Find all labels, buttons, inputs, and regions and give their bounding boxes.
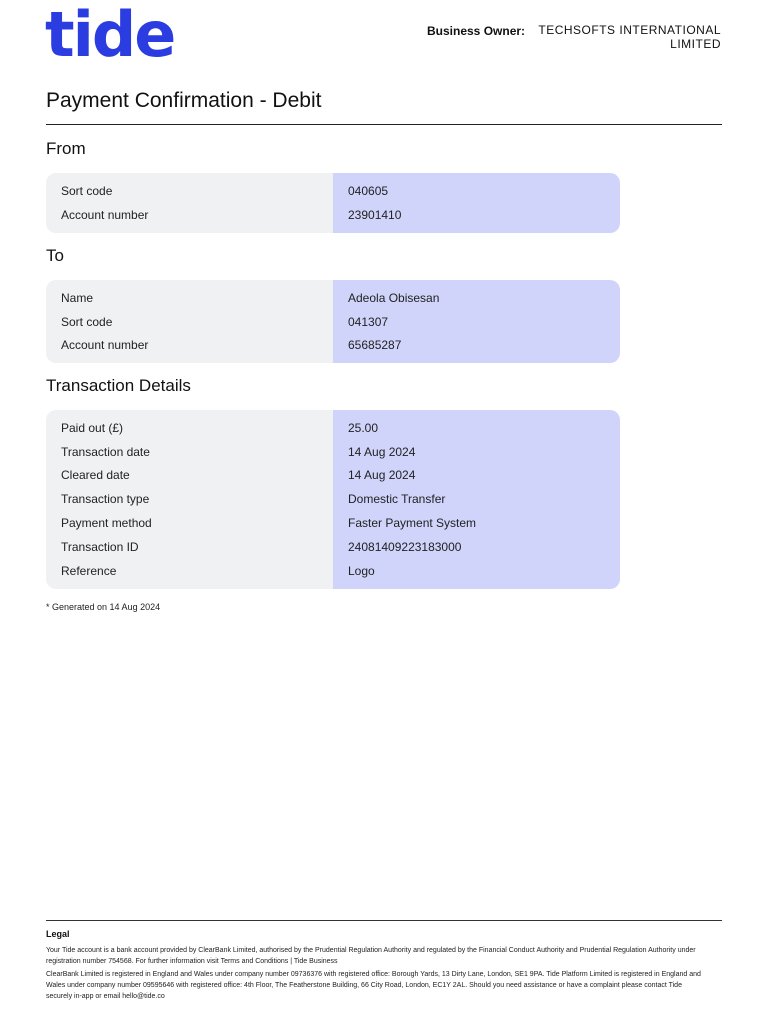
field-value: 24081409223183000 (348, 539, 462, 554)
field-label: Transaction ID (61, 539, 139, 554)
field-value: Logo (348, 563, 375, 578)
field-label: Payment method (61, 516, 152, 531)
transaction-section-title: Transaction Details (46, 376, 191, 395)
field-label: Account number (61, 338, 149, 353)
to-section-title: To (46, 246, 64, 265)
legal-paragraph-1: Your Tide account is a bank account provided by ClearBank Limited, authorised by the Prudential Regulation Authority and regulated by the Financial Conduct Authority and Prudential Regulation Authority under registration number 754568. For further information visit Terms and Conditions | Tide Business (46, 947, 696, 965)
field-label: Transaction date (61, 444, 150, 459)
field-value: Faster Payment System (348, 516, 477, 531)
transaction-row-type (46, 487, 620, 511)
generated-note: * Generated on 14 Aug 2024 (46, 602, 161, 612)
field-value: 041307 (348, 314, 389, 329)
tide-logo: tide (45, 0, 175, 71)
transaction-row-method (46, 511, 620, 535)
field-value: 14 Aug 2024 (348, 444, 416, 459)
to-row-name (46, 286, 620, 310)
business-owner-label: Business Owner: (427, 24, 526, 38)
field-value: Adeola Obisesan (348, 290, 440, 305)
transaction-row-cleared-date (46, 464, 620, 488)
field-label: Sort code (61, 183, 113, 198)
transaction-row-reference (46, 559, 620, 583)
field-label: Cleared date (61, 468, 130, 483)
field-label: Account number (61, 207, 149, 222)
field-label: Paid out (£) (61, 420, 124, 435)
footer-divider (46, 920, 722, 921)
field-label: Reference (61, 563, 117, 578)
to-card (46, 280, 620, 363)
field-value: 23901410 (348, 207, 402, 222)
transaction-row-paid-out (46, 416, 620, 440)
field-label: Sort code (61, 314, 113, 329)
to-row-account-number (46, 334, 620, 358)
from-section-title: From (46, 139, 86, 158)
to-row-sort-code (46, 310, 620, 334)
field-label: Name (61, 290, 94, 305)
from-row-account-number (46, 203, 620, 227)
legal-title: Legal (46, 929, 70, 939)
transaction-row-id (46, 535, 620, 559)
from-card (46, 173, 620, 233)
title-divider (46, 124, 722, 125)
field-value: 65685287 (348, 338, 402, 353)
field-value: 040605 (348, 183, 389, 198)
field-label: Transaction type (61, 492, 150, 507)
transaction-row-date (46, 440, 620, 464)
legal-paragraph-2: ClearBank Limited is registered in England and Wales under company number 09736376 with registered office: Borough Yards, 13 Dirty Lane, London, SE1 9PA. Tide Platform Limited is registered in England and Wales under company number 09595646 with registered office: 4th Floor, The Featherstone Building, 66 City Road, London, EC1Y 2AL. Should you need assistance or have a complaint please contact Tide securely in-app or email hello@tide.co (46, 971, 701, 1000)
field-value: 25.00 (348, 420, 379, 435)
business-owner-value: TECHSOFTS INTERNATIONAL LIMITED (538, 23, 721, 51)
field-value: Domestic Transfer (348, 492, 446, 507)
field-value: 14 Aug 2024 (348, 468, 416, 483)
transaction-card (46, 410, 620, 589)
page-title: Payment Confirmation - Debit (46, 89, 322, 112)
from-row-sort-code (46, 179, 620, 203)
